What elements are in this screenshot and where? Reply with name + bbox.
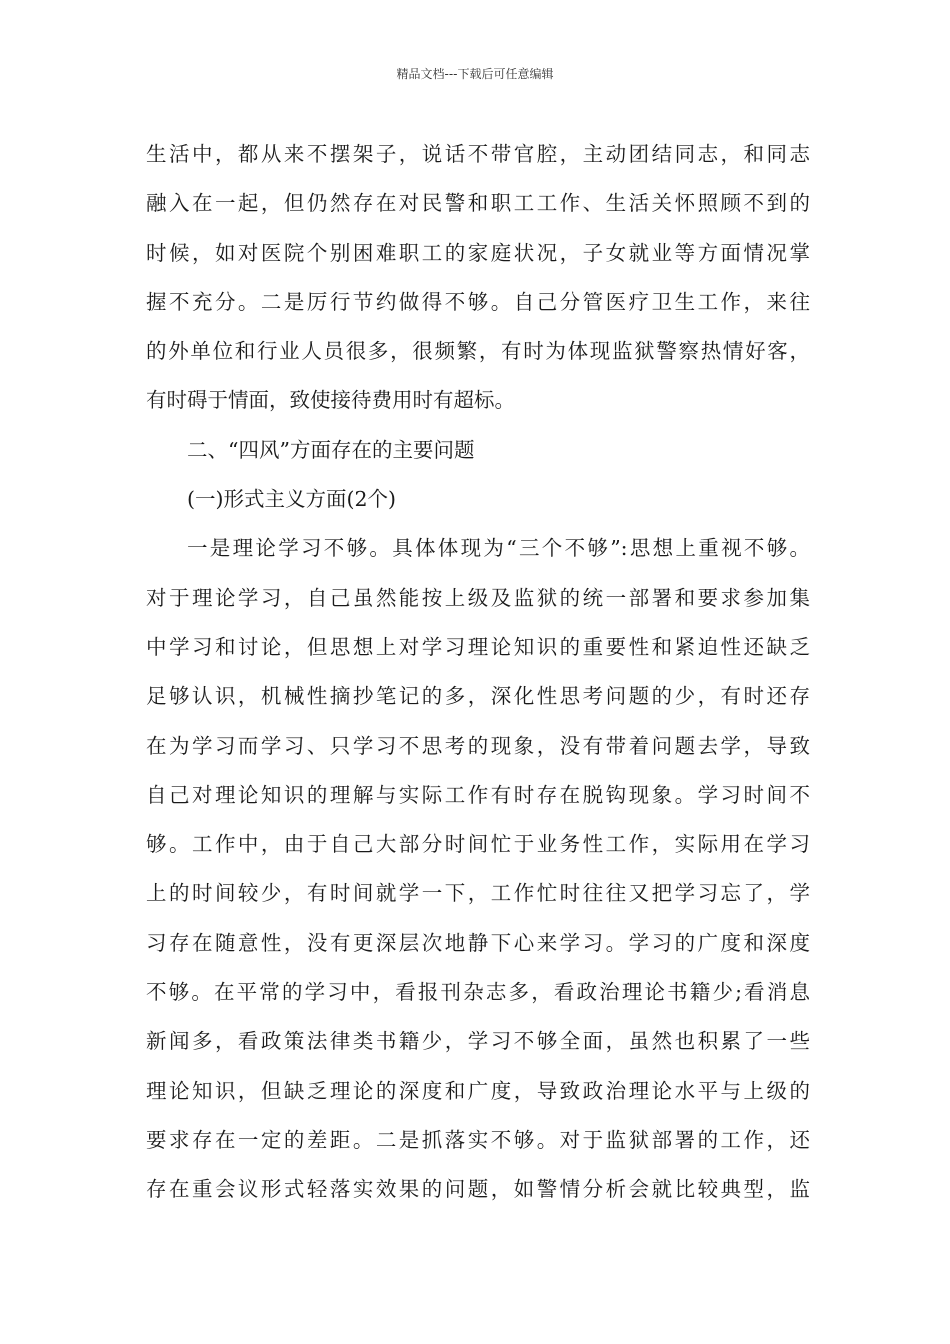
- text-line: 足够认识，机械性摘抄笔记的多，深化性思考问题的少，有时还存: [146, 684, 810, 709]
- text-line: 够。工作中，由于自己大部分时间忙于业务性工作，实际用在学习: [146, 832, 810, 857]
- section-heading: 二、“四风”方面存在的主要问题: [187, 437, 475, 462]
- text-line: 理论知识，但缺乏理论的深度和广度，导致政治理论水平与上级的: [146, 1078, 810, 1103]
- text-line: 对于理论学习，自己虽然能按上级及监狱的统一部署和要求参加集: [146, 585, 810, 610]
- text-line: 新闻多，看政策法律类书籍少，学习不够全面，虽然也积累了一些: [146, 1029, 810, 1054]
- text-line: 有时碍于情面，致使接待费用时有超标。: [146, 388, 515, 413]
- text-line: 上的时间较少，有时间就学一下，工作忙时往往又把学习忘了，学: [146, 881, 810, 906]
- page-header: 精品文档---下载后可任意编辑: [396, 67, 554, 81]
- text-line: 在为学习而学习、只学习不思考的现象，没有带着问题去学，导致: [146, 733, 810, 758]
- text-line: 自己对理论知识的理解与实际工作有时存在脱钩现象。学习时间不: [146, 782, 810, 807]
- text-line: 的外单位和行业人员很多，很频繁，有时为体现监狱警察热情好客，: [146, 339, 810, 364]
- text-line: 中学习和讨论，但思想上对学习理论知识的重要性和紧迫性还缺乏: [146, 634, 810, 659]
- text-line: 融入在一起，但仍然存在对民警和职工工作、生活关怀照顾不到的: [146, 191, 810, 216]
- document-body: [146, 130, 810, 1215]
- text-line: 习存在随意性，没有更深层次地静下心来学习。学习的广度和深度: [146, 930, 810, 955]
- text-line: 生活中，都从来不摆架子，说话不带官腔，主动团结同志，和同志: [146, 142, 810, 166]
- text-line: 不够。在平常的学习中，看报刊杂志多，看政治理论书籍少;看消息: [146, 980, 810, 1005]
- text-line: 存在重会议形式轻落实效果的问题，如警情分析会就比较典型，监: [146, 1177, 810, 1202]
- text-line: 握不充分。二是厉行节约做得不够。自己分管医疗卫生工作，来往: [146, 289, 810, 314]
- text-line: 时候，如对医院个别困难职工的家庭状况，子女就业等方面情况掌: [146, 240, 810, 265]
- subsection-heading: (一)形式主义方面(2个): [187, 487, 397, 512]
- text-line: 要求存在一定的差距。二是抓落实不够。对于监狱部署的工作，还: [146, 1127, 810, 1152]
- text-line: 一是理论学习不够。具体体现为“三个不够”:思想上重视不够。: [187, 536, 810, 561]
